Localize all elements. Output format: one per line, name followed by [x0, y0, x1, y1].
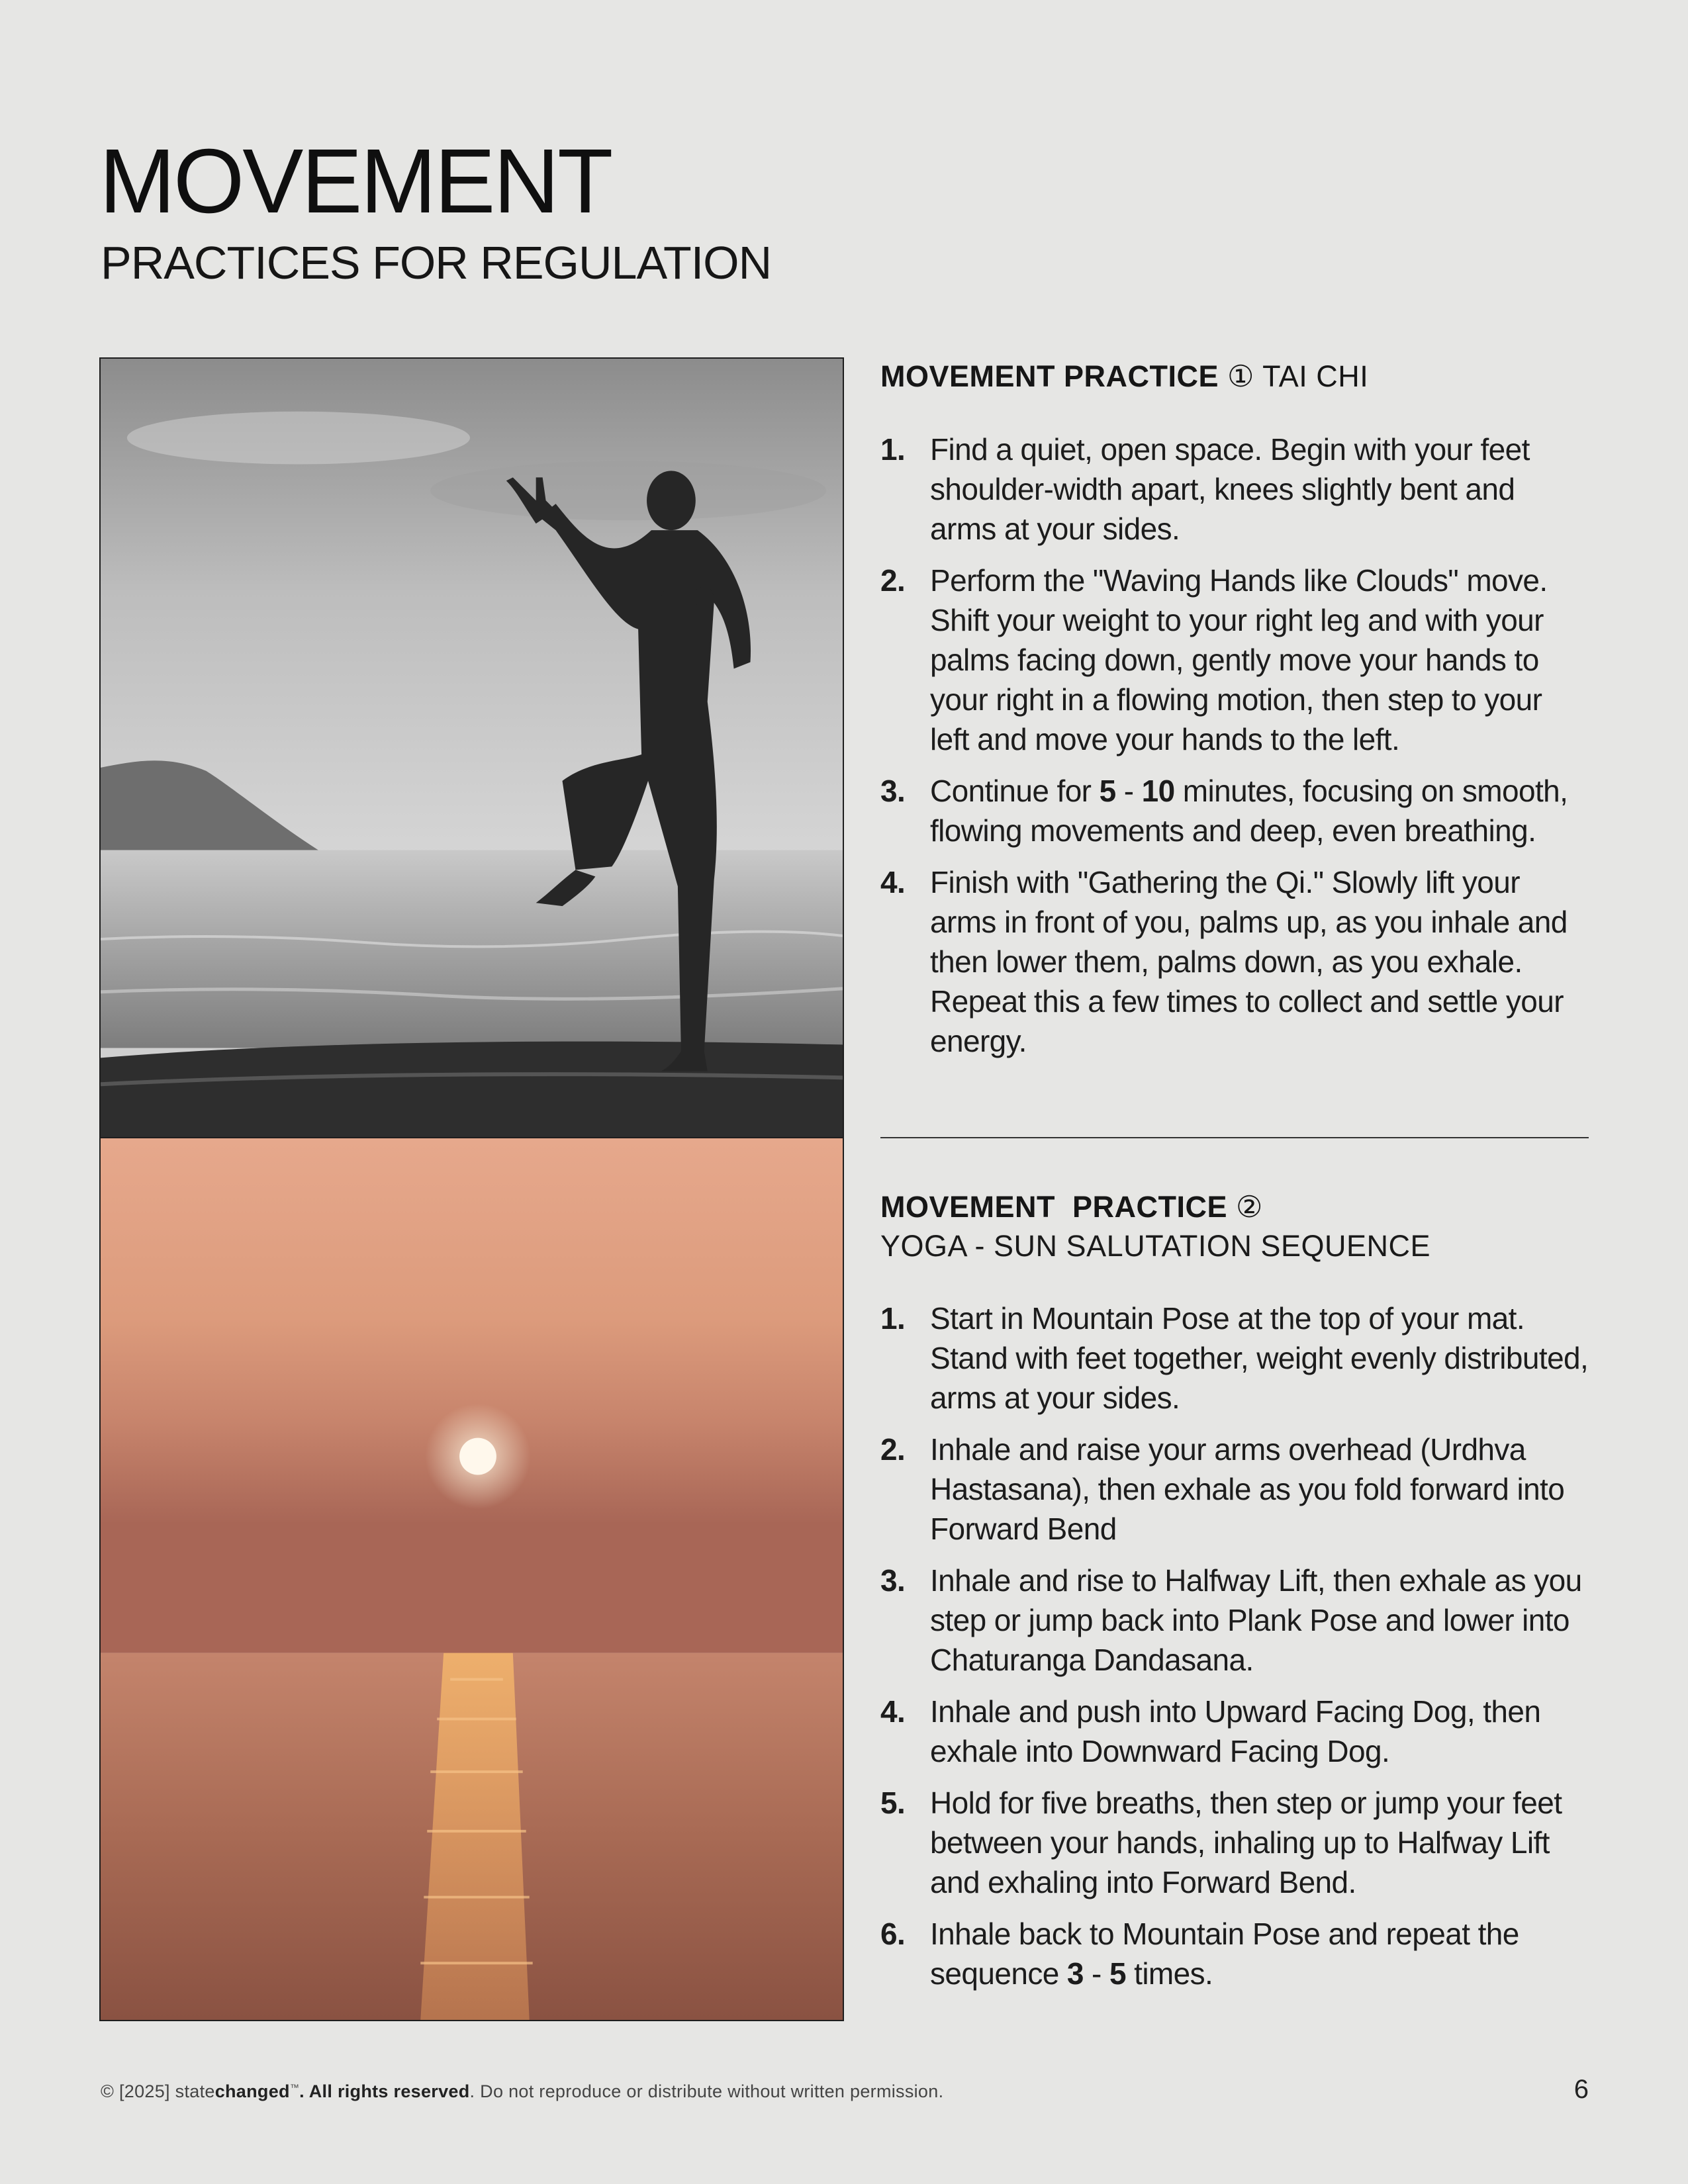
list-item: 1. Start in Mountain Pose at the top of your mat. Stand with feet together, weight evenly distributed, arms at your sides.	[880, 1301, 1589, 1415]
list-item: 2. Inhale and raise your arms overhead (Urdhva Hastasana), then exhale as you fold forward into Forward Bend	[880, 1432, 1565, 1546]
practice-1-heading	[880, 357, 1589, 396]
practice-2-heading	[880, 1188, 1589, 1227]
practice-1-label: MOVEMENT PRACTICE	[880, 359, 1219, 393]
footer-copyright: © [2025] statechanged™. All rights reserved. Do not reproduce or distribute without written permission.	[101, 2081, 944, 2101]
practice-1-name: TAI CHI	[1262, 359, 1369, 393]
practice-yoga	[880, 1188, 1589, 2005]
practice-tai-chi	[880, 357, 1589, 1073]
list-item: 3. Continue for 5 - 10 minutes, focusing on smooth, flowing movements and deep, even breathing.	[880, 773, 1568, 848]
practice-2-name: YOGA - SUN SALUTATION SEQUENCE	[880, 1228, 1430, 1263]
page-title: MOVEMENT	[99, 130, 612, 232]
list-item: 2. Perform the "Waving Hands like Clouds" move. Shift your weight to your right leg and with your palms facing down, gently move your hands to your right in a flowing motion, then step to your left and move your hands to the left.	[880, 563, 1548, 756]
sunset-photo	[99, 1137, 844, 2021]
section-divider	[880, 1137, 1589, 1138]
practice-2-badge: ②	[1236, 1190, 1263, 1224]
practice-2-label: MOVEMENT PRACTICE	[880, 1190, 1228, 1224]
list-item: 5. Hold for five breaths, then step or jump your feet between your hands, inhaling up to Halfway Lift and exhaling into Forward Bend.	[880, 1786, 1562, 1899]
page-number: 6	[1573, 2075, 1589, 2104]
list-item: 1. Find a quiet, open space. Begin with your feet shoulder-width apart, knees slightly bent and arms at your sides.	[880, 432, 1530, 546]
list-item: 6. Inhale back to Mountain Pose and repeat the sequence 3 - 5 times.	[880, 1917, 1519, 1991]
practice-1-badge: ①	[1227, 359, 1254, 393]
page-subtitle: PRACTICES FOR REGULATION	[101, 237, 772, 289]
list-item: 3. Inhale and rise to Halfway Lift, then exhale as you step or jump back into Plank Pose and lower into Chaturanga Dandasana.	[880, 1563, 1582, 1677]
list-item: 4. Inhale and push into Upward Facing Dog, then exhale into Downward Facing Dog.	[880, 1694, 1541, 1768]
tai-chi-photo	[99, 357, 844, 1138]
brand-name: changed	[214, 2081, 290, 2101]
list-item: 4. Finish with "Gathering the Qi." Slowly lift your arms in front of you, palms up, as you inhale and then lower them, palms down, as you exhale. Repeat this a few times to collect and settle your energy.	[880, 864, 1568, 1058]
practice-2-steps	[880, 1298, 1589, 1993]
practice-1-steps	[880, 430, 1589, 1061]
